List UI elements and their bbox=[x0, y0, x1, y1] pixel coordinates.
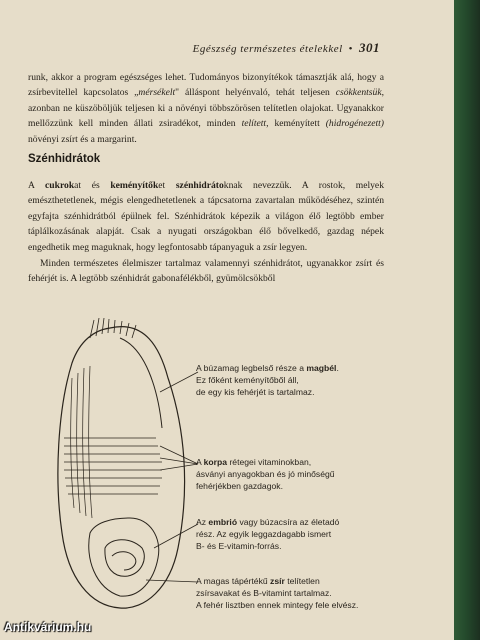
text-run: , keményített bbox=[266, 118, 326, 130]
section-heading: Szénhidrátok bbox=[28, 153, 101, 165]
caption-run: vagy búzacsíra az életadó bbox=[237, 517, 340, 527]
caption-line bbox=[196, 362, 339, 374]
caption-run: rétegei vitaminokban, bbox=[227, 457, 312, 467]
caption-run: ásványi anyagokban és jó minőségű bbox=[196, 469, 335, 479]
caption-run: Az bbox=[196, 517, 209, 527]
caption-run: A bbox=[196, 457, 204, 467]
caption-line bbox=[196, 386, 339, 398]
text-run: knak nevezzük. A rostok, melyek emészthetetlenek, mégis elengedhetetlenek a tápcsatorna zavartalan működéséhez, szintén egyfajta szénhidrátból épülnek fel. Szénhidrátok képezik a világon élő legtöbb ember táplálkozásának alapját. Csak a nyugati országokban élő bővelkedő, gazdag népek engedhetik meg maguknak, hogy legfontosabb tápanyaguk a zsír legyen. bbox=[28, 180, 384, 253]
text-run: (hidrogénezett) bbox=[325, 118, 384, 130]
caption-run: rész. Az egyik leggazdagabb ismert bbox=[196, 529, 332, 539]
intro-paragraph bbox=[28, 70, 384, 147]
text-run: at és bbox=[74, 180, 111, 191]
caption-line bbox=[196, 599, 358, 611]
text-run: , azonban ne küszöböljük teljesen ki a növényi többszörösen telítetlen olajokat. Ugyanakkor mellőzzünk kell minden állati zsiradékot, minden bbox=[28, 87, 384, 130]
caption-line bbox=[196, 540, 339, 552]
page-number: 301 bbox=[359, 40, 380, 55]
text-run: cukrok bbox=[45, 180, 75, 191]
leader-lines bbox=[146, 372, 198, 582]
caption-line bbox=[196, 516, 339, 528]
caption-run: magbél bbox=[306, 363, 337, 373]
caption-line bbox=[196, 480, 335, 492]
caption-line bbox=[196, 468, 335, 480]
caption-endosperm bbox=[196, 362, 339, 398]
book-spine bbox=[454, 0, 480, 640]
sources-paragraph bbox=[28, 256, 384, 287]
caption-run: zsírsavakat és B-vitamint tartalmaz. bbox=[196, 588, 332, 598]
endosperm-region bbox=[120, 338, 162, 428]
carbohydrate-paragraph bbox=[28, 178, 384, 255]
caption-run: telítetlen bbox=[284, 576, 320, 586]
caption-run: A búzamag legbelső része a bbox=[196, 363, 307, 373]
text-run: szénhidráto bbox=[175, 180, 224, 191]
text-run: telített bbox=[241, 118, 267, 130]
text-run: mérsékelt bbox=[138, 87, 176, 99]
running-head bbox=[0, 40, 380, 56]
text-run: " álláspont helyénvaló, tehát teljesen bbox=[175, 87, 336, 99]
caption-embryo bbox=[196, 516, 339, 552]
watermark: Antikvárium.hu bbox=[4, 620, 92, 634]
text-run: növényi zsírt és a margarint. bbox=[28, 133, 137, 145]
kernel-outline bbox=[58, 327, 185, 609]
text-run: Minden természetes élelmiszer tartalmaz valamennyi szénhidrátot, ugyanakkor zsírt és fehérjét is. A legtöbb szénhidrát gabonafélékből, gyümölcsökből bbox=[28, 258, 384, 285]
running-head-separator: • bbox=[348, 43, 353, 55]
caption-run: fehérjékben gazdagok. bbox=[196, 481, 283, 491]
caption-run: embrió bbox=[208, 517, 238, 527]
caption-fat bbox=[196, 575, 358, 611]
caption-run: A fehér lisztben ennek mintegy fele elvész. bbox=[196, 600, 359, 610]
caption-run: Ez főként keményítőből áll, bbox=[196, 375, 299, 385]
running-head-title: Egészség természetes ételekkel bbox=[192, 43, 343, 55]
text-run: csökkentsük bbox=[335, 87, 382, 99]
bran-layers bbox=[64, 366, 162, 518]
text-run: A bbox=[28, 180, 46, 191]
caption-run: de egy kis fehérjét is tartalmaz. bbox=[196, 387, 315, 397]
text-run: keményítők bbox=[110, 180, 159, 191]
caption-line bbox=[196, 587, 358, 599]
caption-run: B- és E-vitamin-forrás. bbox=[196, 541, 282, 551]
caption-run: zsír bbox=[270, 576, 285, 586]
caption-line bbox=[196, 456, 335, 468]
caption-line bbox=[196, 374, 339, 386]
caption-run: A magas tápértékű bbox=[196, 576, 271, 586]
text-run: et bbox=[158, 180, 176, 191]
caption-line bbox=[196, 575, 358, 587]
embryo bbox=[89, 518, 159, 596]
caption-run: korpa bbox=[203, 457, 228, 467]
caption-line bbox=[196, 528, 339, 540]
caption-run: . bbox=[336, 363, 339, 373]
caption-bran bbox=[196, 456, 335, 492]
text-run: runk, akkor a program egészséges lehet. Tudományos bizonyítékok támasztják alá, hogy a zsírbevitellel kapcsolatos „ bbox=[28, 72, 384, 99]
